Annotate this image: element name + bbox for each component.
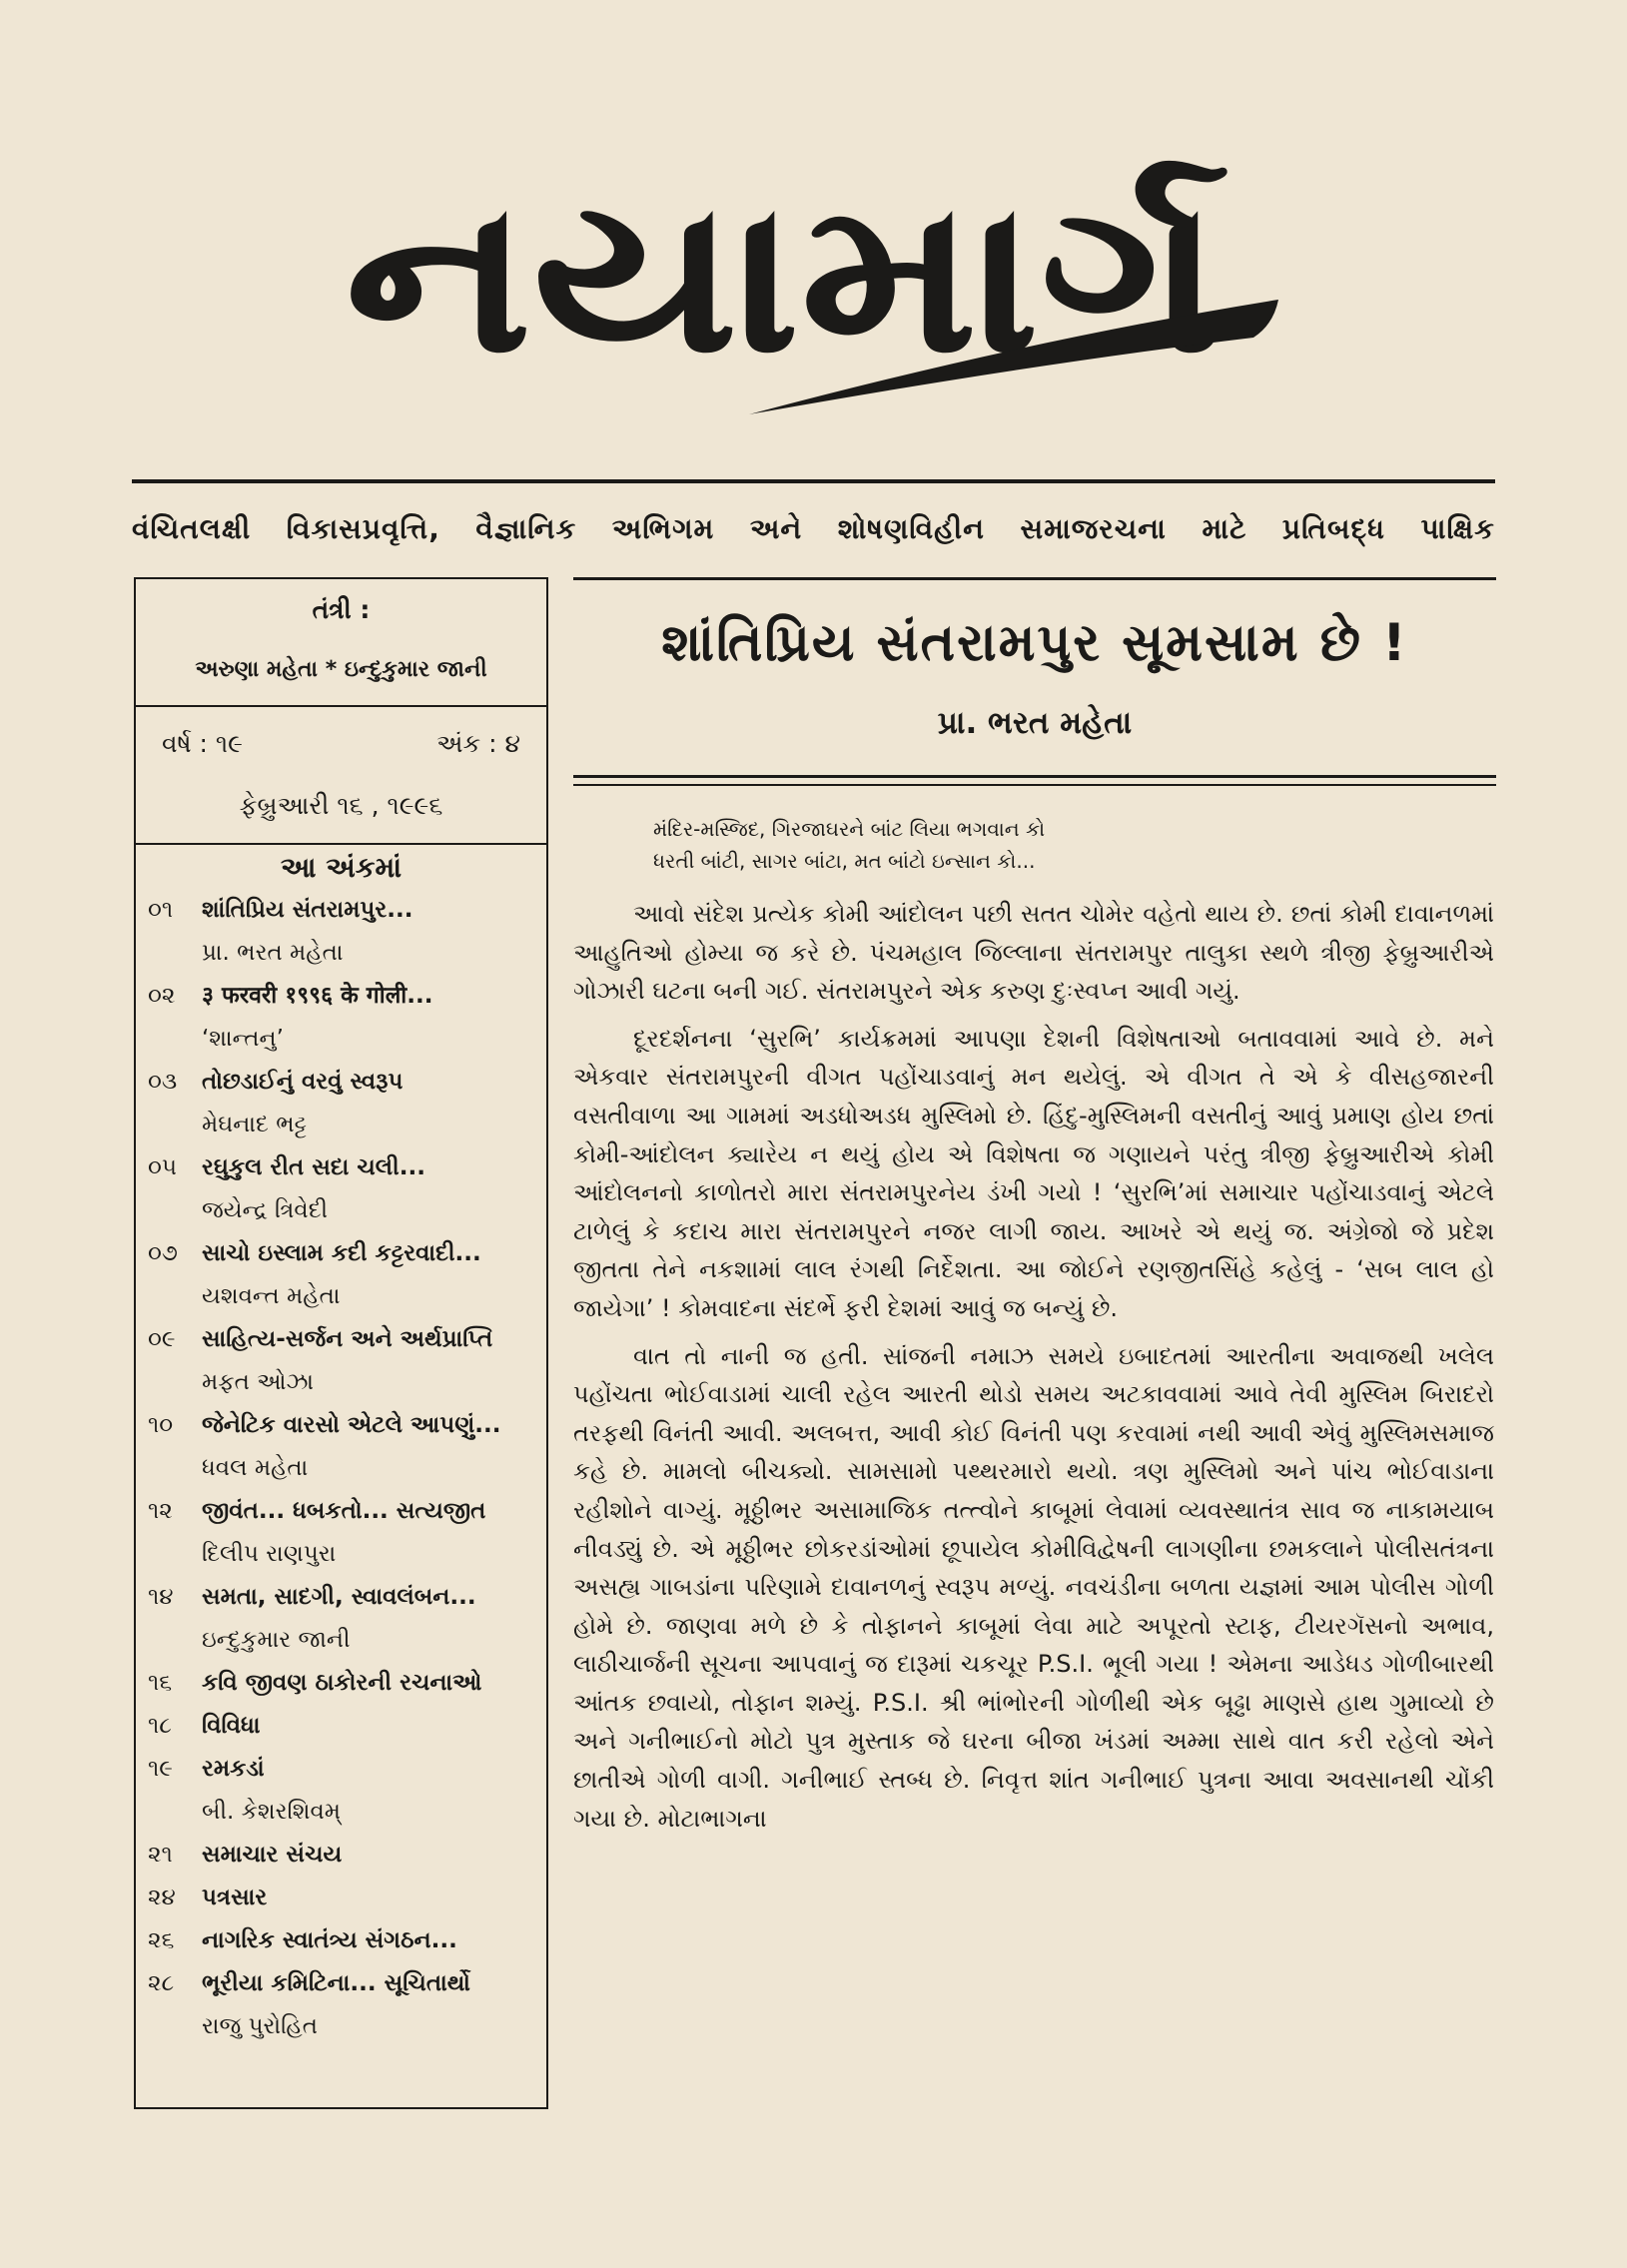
- tagline: વંચિતલક્ષી વિકાસપ્રવૃત્તિ, વૈજ્ઞાનિક અભિગમ અને શોષણવિહીન સમાજરચના માટે પ્રતિબદ્ધ પાક્ષિક: [132, 512, 1495, 545]
- toc-item[interactable]: ૧૮ વિવિધા: [148, 1713, 261, 1739]
- toc-item[interactable]: ૧૨ જીવંત... ધબકતો... સત્યજીત દિલીપ રાણપુરા: [148, 1498, 486, 1567]
- toc-item[interactable]: ૦૫ રઘુકુલ રીત સદા ચલી... જયેન્દ્ર ત્રિવેદી: [148, 1154, 425, 1223]
- toc-heading: આ અંકમાં: [280, 851, 403, 884]
- toc-item[interactable]: ૨૬ નાગરિક સ્વાતંત્ર્ય સંગઠન...: [148, 1927, 457, 1953]
- epigraph-line: મંદિર-મસ્જિદ, ગિરજાઘરને બાંટ લિયા ભગવાન કો: [653, 817, 1046, 841]
- sidebar-divider: [136, 843, 546, 845]
- epigraph-line: ધરતી બાંટી, સાગર બાંટા, મત બાંટો ઇન્સાન કો...: [653, 849, 1036, 873]
- masthead-logo: [270, 150, 1298, 449]
- toc-item[interactable]: ૨૪ પત્રસાર: [148, 1885, 268, 1910]
- article-body: [573, 895, 1494, 1847]
- editor-label: તંત્રી :: [312, 595, 371, 624]
- toc-item[interactable]: ૦૧ શાંતિપ્રિય સંતરામપુર... પ્રા. ભરત મહેતા: [148, 897, 413, 966]
- issue-number: અંક : ૪: [436, 729, 520, 758]
- toc-item[interactable]: ૦૯ સાહિત્ય-સર્જન અને અર્થપ્રાપ્તિ મફત ઓઝા: [148, 1326, 493, 1395]
- toc-item[interactable]: ૨૮ ભૂરીયા કમિટિના... સૂચિતાર્થો રાજુ પુરોહિત: [148, 1970, 470, 2039]
- title-bottom-rule: [573, 784, 1496, 786]
- issue-date: ફેબ્રુઆરી ૧૬ , ૧૯૯૬: [239, 791, 443, 820]
- epigraph: [653, 813, 1045, 877]
- toc-item[interactable]: ૧૬ કવિ જીવણ ઠાકોરની રચનાઓ: [148, 1670, 482, 1696]
- toc-item[interactable]: ૨૧ સમાચાર સંચય: [148, 1842, 343, 1868]
- article-paragraph: વાત તો નાની જ હતી. સાંજની નમાઝ સમયે ઇબાદતમાં આરતીના અવાજથી ખલેલ પહોંચતા ભોઈવાડામાં ચાલી રહેલ આરતી થોડો સમય અટકાવવામાં આવે તેવી મુસ્લિમ બિરાદરો તરફથી વિનંતી આવી. અલબત્ત, આવી કોઈ વિનંતી પણ કરવામાં નથી આવી એવું મુસ્લિમસમાજ કહે છે. મામલો બીચક્યો. સામસામો પથ્થરમારો થયો. ત્રણ મુસ્લિમો અને પાંચ ભોઈવાડાના રહીશોને વાગ્યું. મૂઠ્ઠીભર અસામાજિક તત્ત્વોને કાબૂમાં લેવામાં વ્યવસ્થાતંત્ર સાવ જ નાકામયાબ નીવડ્યું છે. એ મૂઠ્ઠીભર છોકરડાંઓમાં છૂપાયેલ કોમીવિદ્વેષની લાગણીના છમકલાને પોલીસતંત્રના અસહ્ય ગાબડાંના પરિણામે દાવાનળનું સ્વરૂપ મળ્યું. નવચંડીના બળતા યજ્ઞમાં આમ પોલીસ ગોળી હોમે છે. જાણવા મળે છે કે તોફાનને કાબૂમાં લેવા માટે અપૂરતો સ્ટાફ, ટીયરગૅસનો અભાવ, લાઠીચાર્જની સૂચના આપવાનું જ દારૂમાં ચકચૂર P.S.I. ભૂલી ગયા ! એમના આડેધડ ગોળીબારથી આંતક છવાયો, તોફાન શમ્યું. P.S.I. શ્રી ભાંભોરની ગોળીથી એક બૂઢ્ઢા માણસે હાથ ગુમાવ્યો છે અને ગનીભાઈનો મોટો પુત્ર મુસ્તાક જે ઘરના બીજા ખંડમાં અમ્મા સાથે વાત કરી રહેલો એને છાતીએ ગોળી વાગી. ગનીભાઈ સ્તબ્ધ છે. નિવૃત્ત શાંત ગનીભાઈ પુત્રના આવા અવસાનથી ચોંકી ગયા છે. મોટાભાગના: [573, 1341, 1494, 1833]
- toc-item[interactable]: ૧૯ રમકડાં બી. કેશરશિવમ્: [148, 1756, 342, 1825]
- tagline-top-rule: [132, 479, 1495, 483]
- title-bottom-rule: [573, 775, 1496, 778]
- toc-item[interactable]: ૦૩ તોછડાઈનું વરવું સ્વરૂપ મેઘનાદ ભટ્ટ: [148, 1069, 404, 1137]
- toc-item[interactable]: ૦૭ સાચો ઇસ્લામ કદી કટ્ટરવાદી... યશવન્ત મહેતા: [148, 1240, 481, 1309]
- article-paragraph: દૂરદર્શનના ‘સુરભિ’ કાર્યક્રમમાં આપણા દેશની વિશેષતાઓ બતાવવામાં આવે છે. મને એકવાર સંતરામપુરની વીગત પહોંચાડવાનું મન થયેલું. એ વીગત તે એ કે વીસહજારની વસતીવાળા આ ગામમાં અડધોઅડધ મુસ્લિમો છે. હિંદુ-મુસ્લિમની વસતીનું આવું પ્રમાણ હોય છતાં કોમી-આંદોલન ક્યારેય ન થયું હોય એ વિશેષતા જ ગણાયને પરંતુ ત્રીજી ફેબ્રુઆરીએ કોમી આંદોલનનો કાળોતરો મારા સંતરામપુરનેય ડંખી ગયો ! ‘સુરભિ’માં સમાચાર પહોંચાડવાનું એટલે ટાળેલું કે કદાચ મારા સંતરામપુરને નજર લાગી જાય. આખરે એ થયું જ. અંગ્રેજો જે પ્રદેશ જીતતા તેને નકશામાં લાલ રંગથી નિર્દેશતા. આ જોઈને રણજીતસિંહે કહેલું - ‘સબ લાલ હો જાયેગા’ ! કોમવાદના સંદર્ભે ફરી દેશમાં આવું જ બન્યું છે.: [573, 1024, 1494, 1322]
- article-author: પ્રા. ભરત મહેતા: [937, 705, 1133, 741]
- article-paragraph: આવો સંદેશ પ્રત્યેક કોમી આંદોલન પછી સતત ચોમેર વહેતો થાય છે. છતાં કોમી દાવાનળમાં આહુતિઓ હોમ્યા જ કરે છે. પંચમહાલ જિલ્લાના સંતરામપુર તાલુકા સ્થળે ત્રીજી ફેબ્રુઆરીએ ગોઝારી ઘટના બની ગઈ. સંતરામપુરને એક કરુણ દુઃસ્વપ્ન આવી ગયું.: [573, 900, 1494, 1006]
- masthead-title: નયામાર્ગ: [345, 155, 1228, 399]
- toc-item[interactable]: ૦૨ ३ फरवरी १९९६ के गोली... ‘શાન્તનુ’: [148, 983, 433, 1052]
- contents-sidebar: [134, 577, 548, 2109]
- volume-number: વર્ષ : ૧૯: [162, 729, 243, 758]
- toc-item[interactable]: ૧૪ સમતા, સાદગી, સ્વાવલંબન... ઇન્દુકુમાર જાની: [148, 1584, 476, 1653]
- editors-names: અરુણા મહેતા * ઇન્દુકુમાર જાની: [195, 657, 487, 682]
- title-top-rule: [573, 577, 1496, 580]
- table-of-contents: [148, 889, 542, 2048]
- article-title: શાંતિપ્રિય સંતરામપુર સૂમસામ છે !: [661, 613, 1408, 673]
- sidebar-divider: [136, 705, 546, 707]
- toc-item[interactable]: ૧૦ જેનેટિક વારસો એટલે આપણું... ધવલ મહેતા: [148, 1412, 501, 1481]
